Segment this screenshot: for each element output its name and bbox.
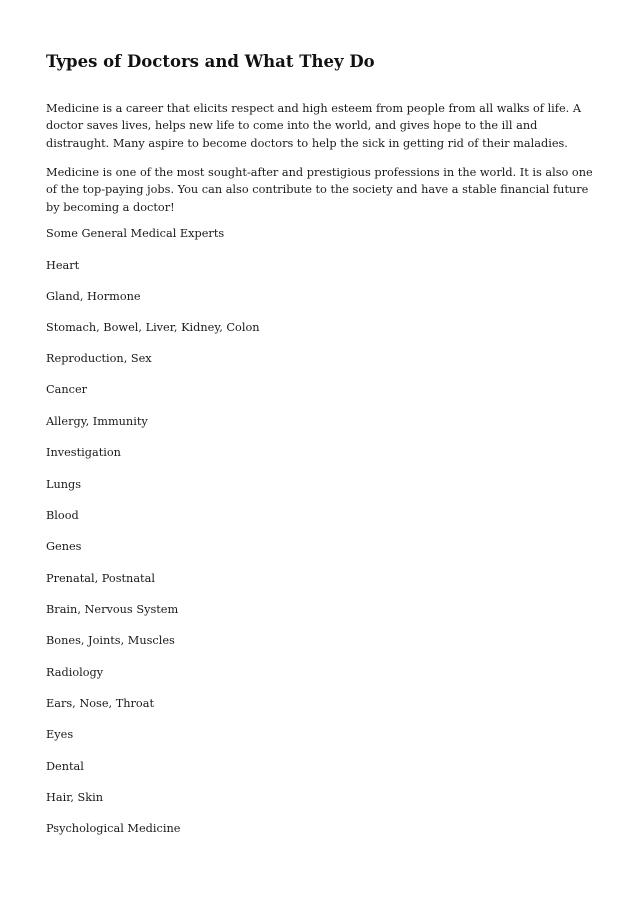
list-item: Psychological Medicine (46, 822, 181, 835)
list-item: Cancer (46, 383, 88, 396)
list-item: Radiology (46, 666, 104, 679)
list-item: Reproduction, Sex (46, 352, 152, 365)
list-item: Blood (46, 509, 79, 522)
list-item: Heart (46, 259, 80, 272)
list-item: Stomach, Bowel, Liver, Kidney, Colon (46, 321, 260, 334)
list-heading: Some General Medical Experts (46, 227, 225, 240)
list-item: Bones, Joints, Muscles (46, 634, 175, 647)
list-item: Prenatal, Postnatal (46, 572, 155, 585)
list-item: Hair, Skin (46, 791, 104, 804)
intro-paragraph: Medicine is a career that elicits respect and high esteem from people from all walks of life. A doctor saves lives, helps new life to come into the world, and gives hope to the ill and distraught. Many aspire to become doctors to help the sick in getting rid of their maladies. (46, 102, 581, 150)
second-paragraph: Medicine is one of the most sought-after and prestigious professions in the world. It is also one of the top-paying jobs. You can also contribute to the society and have a stable financial future by becoming a doctor! (46, 166, 593, 214)
list-item: Investigation (46, 446, 121, 459)
list-item: Brain, Nervous System (46, 603, 179, 616)
list-item: Genes (46, 540, 82, 553)
list-item: Gland, Hormone (46, 290, 141, 303)
list-item: Lungs (46, 478, 82, 491)
list-item: Eyes (46, 728, 74, 741)
list-item: Ears, Nose, Throat (46, 697, 154, 710)
list-item: Dental (46, 760, 84, 773)
page-title: Types of Doctors and What They Do (46, 52, 375, 71)
list-item: Allergy, Immunity (46, 415, 148, 428)
